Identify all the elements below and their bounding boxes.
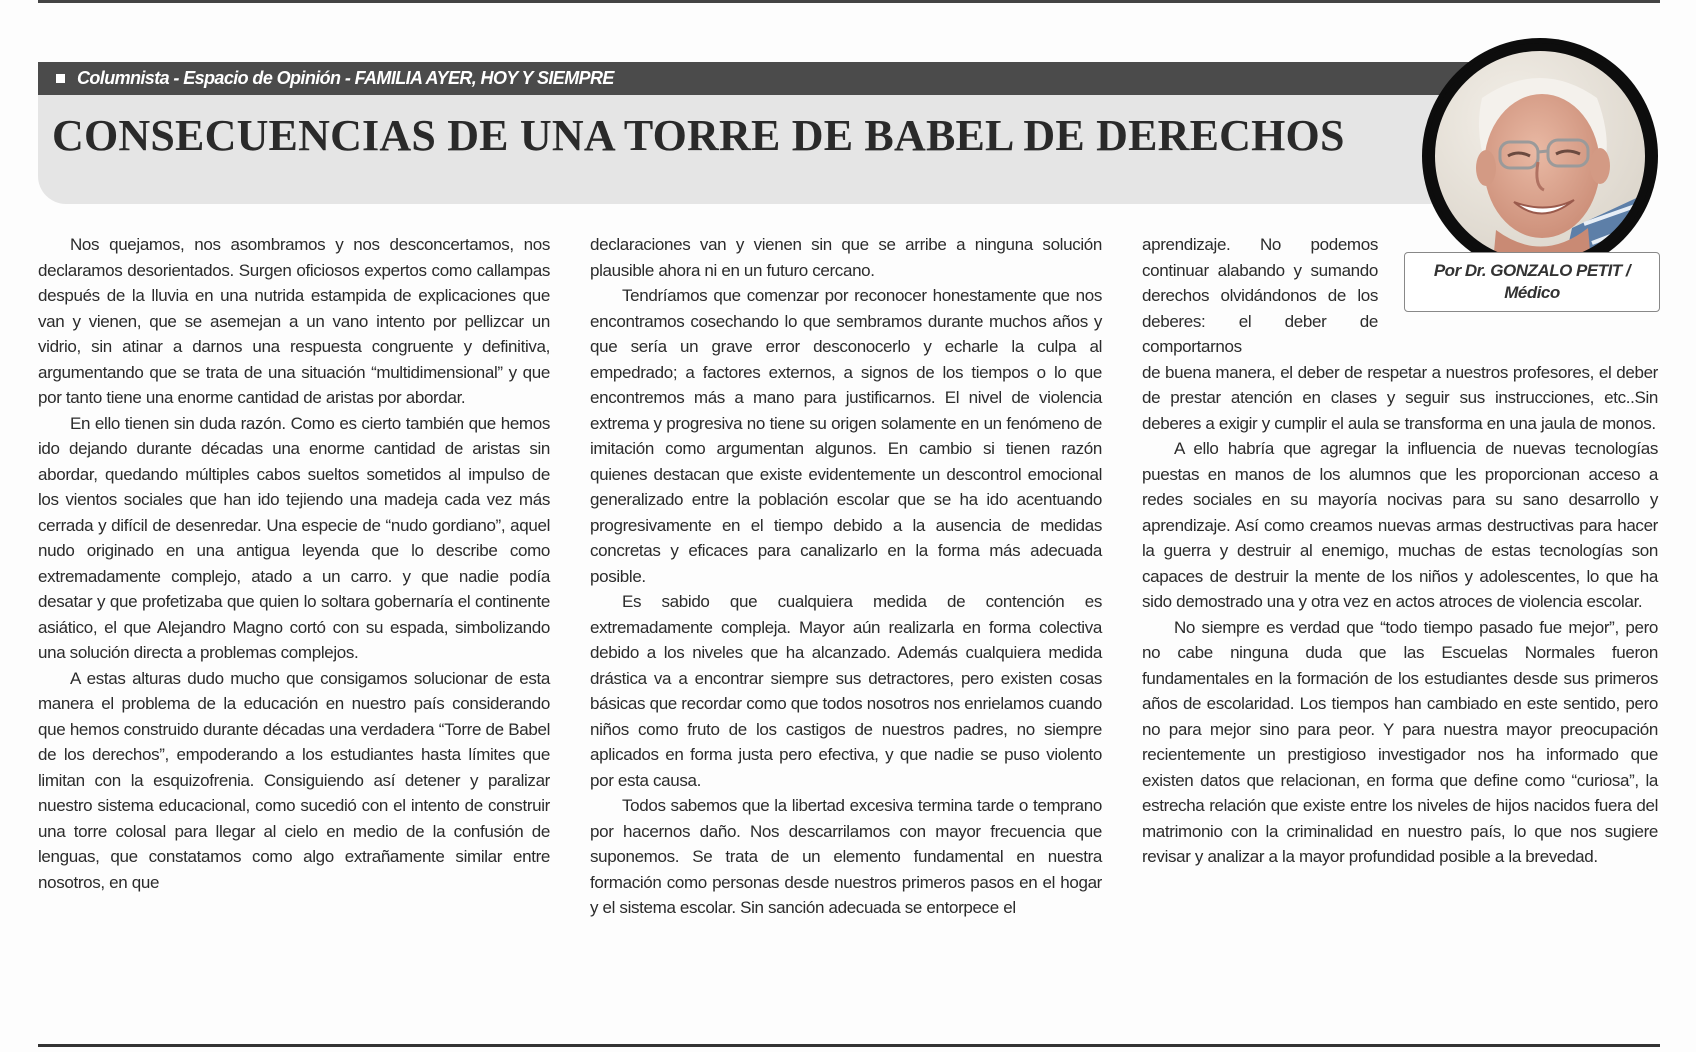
paragraph-wrapped: aprendizaje. No podemos continuar alabando y sumando derechos olvidándonos de los deberes: el deber de comportarnos	[1142, 235, 1378, 356]
byline-author: Por Dr. GONZALO PETIT /	[1433, 261, 1631, 280]
top-rule	[38, 0, 1660, 3]
paragraph: Nos quejamos, nos asombramos y nos desconcertamos, nos declaramos desorientados. Surgen oficiosos expertos como callampas después de la lluvia en una nutrida estampida de explicaciones que van y vienen, que se asemejan a un vano intento por pellizcar un vidrio, sin atinar a darnos una respuesta congruente y definitiva, argumentando que se trata de una situación “multidimensional” y que por tanto tiene una enorme cantidad de aristas por abordar.	[38, 235, 550, 407]
column-2	[590, 232, 1102, 921]
section-label: Columnista - Espacio de Opinión - FAMILIA AYER, HOY Y SIEMPRE	[77, 68, 614, 88]
paragraph: A estas alturas dudo mucho que consigamos solucionar de esta manera el problema de la educación en nuestro país considerando que hemos construido durante décadas una verdadera “Torre de Babel de los derechos”, empoderando a los estudiantes hasta límites que limitan con la esquizofrenia. Consiguiendo así detener y paralizar nuestro sistema educacional, como sucedió con el intento de construir una torre colosal para llegar al cielo en medio de la confusión de lenguas, que constatamos como algo extrañamente similar entre nosotros, en que	[38, 668, 550, 892]
paragraph: Es sabido que cualquiera medida de contención es extremadamente compleja. Mayor aún realizarla en forma colectiva debido a los niveles que ha alcanzado. Además cualquiera medida drástica va a encontrar siempre sus detractores, pero existen cosas básicas que recordar como que todos nosotros nos enrielamos cuando niños como fruto de los castigos de nuestros padres, no siempre aplicados en forma justa pero efectiva, y que nadie se puso violento por esta causa.	[590, 592, 1102, 790]
paragraph: Tendríamos que comenzar por reconocer honestamente que nos encontramos cosechando lo que sembramos durante muchos años y que sería un grave error desconocerlo y echarle la culpa al empedrado; a factores externos, a signos de los tiempos o lo que encontremos más a mano para justificarnos. El nivel de violencia extrema y progresiva no tiene su origen solamente en un fenómeno de imitación como argumentan algunos. En cambio si tienen razón quienes destacan que existe evidentemente un descontrol emocional generalizado entre la población escolar que se ha ido acentuando progresivamente en el tiempo debido a la ausencia de medidas concretas y eficaces para canalizarlo en la forma más adecuada posible.	[590, 286, 1102, 586]
paragraph: En ello tienen sin duda razón. Como es cierto también que hemos ido dejando durante décadas una enorme cantidad de aristas sin abordar, quedando múltiples cabos sueltos sometidos al impulso de los vientos sociales que han ido tejiendo una madeja cada vez más cerrada y difícil de desenredar. Una especie de “nudo gordiano”, aquel nudo originado en una antigua leyenda que lo describe como extremadamente complejo, atado a un carro. y que nadie podía desatar y que profetizaba que quien lo soltara gobernaría el continente asiático, el que Alejandro Magno cortó con su espada, simbolizando una solución directa a problemas complejos.	[38, 413, 550, 662]
byline-role: Médico	[1504, 283, 1560, 302]
paragraph: declaraciones van y vienen sin que se arribe a ninguna solución plausible ahora ni en un futuro cercano.	[590, 235, 1102, 280]
section-bar	[38, 62, 1478, 95]
paragraph: Todos sabemos que la libertad excesiva termina tarde o temprano por hacernos daño. Nos descarrilamos con mayor frecuencia que suponemos. Se trata de un elemento fundamental en nuestra formación como personas desde nuestros primeros pasos en el hogar y el sistema escolar. Sin sanción adecuada se entorpece el	[590, 796, 1102, 917]
article-title: CONSECUENCIAS DE UNA TORRE DE BABEL DE DERECHOS	[52, 111, 1345, 160]
square-bullet-icon	[56, 74, 65, 83]
paragraph: No siempre es verdad que “todo tiempo pasado fue mejor”, pero no cabe ninguna duda que las Escuelas Normales fueron fundamentales en la formación de los estudiantes desde sus primeros años de escolaridad. Los tiempos han cambiado en este sentido, pero no para mejor sino para peor. Y para nuestra mayor preocupación recientemente un prestigioso investigador nos ha informado que existen datos que relacionan, en forma que define como “curiosa”, la estrecha relación que existe entre los niveles de hijos nacidos fuera del matrimonio con la criminalidad en nuestro país, lo que nos sugiere revisar y analizar a la mayor profundidad posible a la brevedad.	[1142, 617, 1658, 866]
column-1	[38, 232, 550, 895]
paragraph: A ello habría que agregar la influencia de nuevas tecnologías puestas en manos de los alumnos que les proporcionan acceso a redes sociales en su mayoría nocivas para su sano desarrollo y aprendizaje. Así como creamos nuevas armas destructivas para hacer la guerra y destruir al enemigo, muchas de estas tecnologías son capaces de destruir la mente de los niños y adolescentes, lo que ha sido demostrado una y otra vez en actos atroces de violencia escolar.	[1142, 439, 1658, 611]
paragraph: de buena manera, el deber de respetar a nuestros profesores, el deber de prestar atención en clases y seguir sus instrucciones, etc..Sin deberes a exigir y cumplir el aula se transforma en una jaula de monos.	[1142, 362, 1658, 433]
bottom-rule	[38, 1044, 1660, 1047]
column-3	[1142, 232, 1658, 870]
